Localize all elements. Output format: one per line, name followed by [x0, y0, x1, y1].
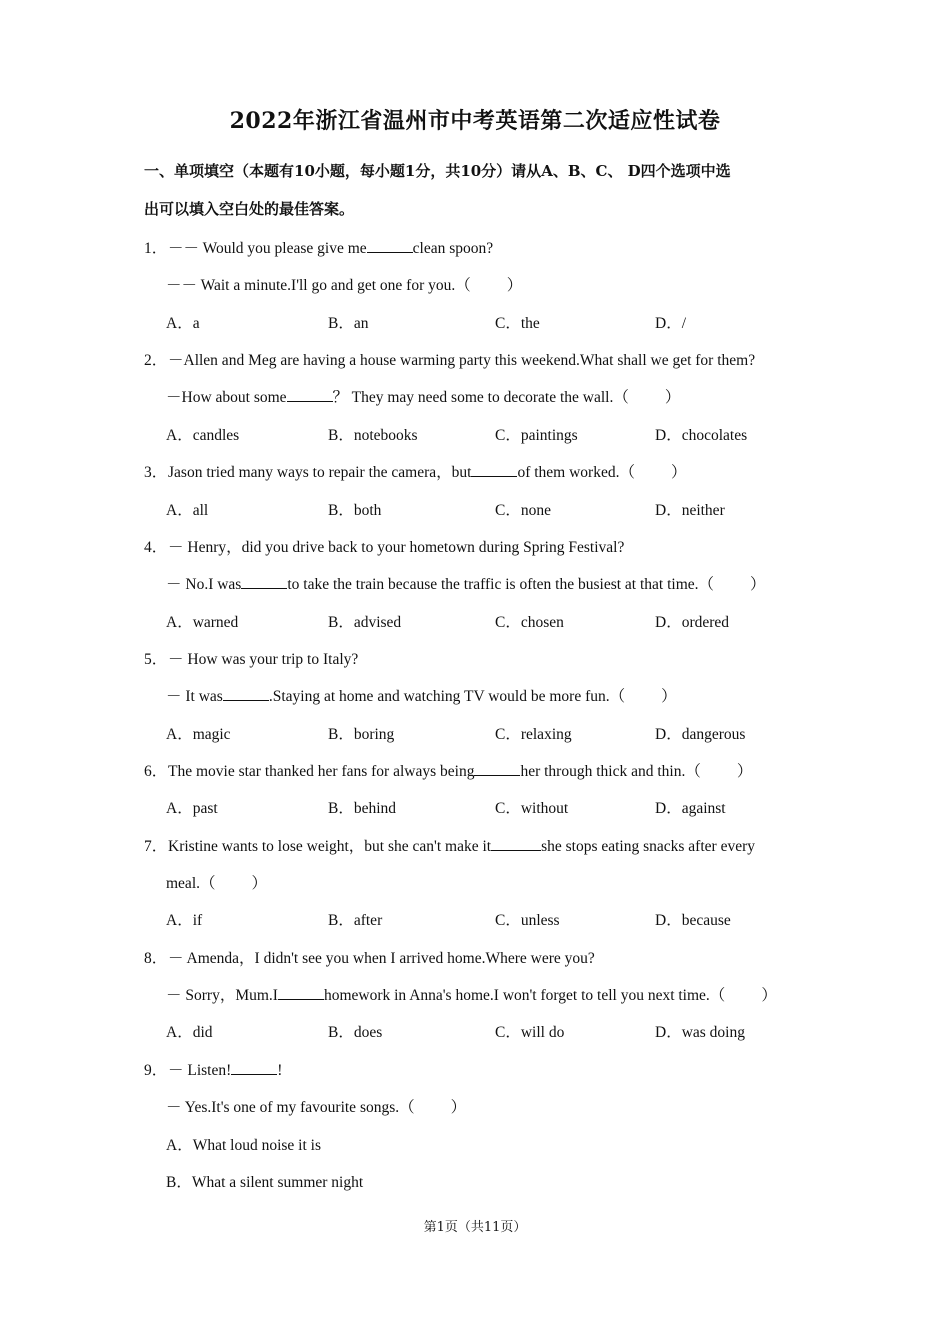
answer-option[interactable]: B．behind: [328, 800, 397, 817]
answer-option[interactable]: B．both: [328, 502, 382, 519]
answer-option[interactable]: B．after: [328, 912, 383, 929]
answer-option[interactable]: C．relaxing: [495, 726, 572, 743]
answer-blank[interactable]: [471, 463, 517, 477]
question-text: ）: [450, 1099, 467, 1116]
answer-option[interactable]: D．chocolates: [655, 427, 748, 444]
question-text: ）: [661, 688, 677, 705]
answer-option[interactable]: B．does: [328, 1024, 383, 1041]
answer-option[interactable]: C．will do: [495, 1024, 565, 1041]
question-text: － Listen!: [168, 1062, 232, 1079]
page-footer: 第1页（共11页）: [423, 1220, 527, 1235]
question-line: [144, 946, 595, 968]
question-line: [144, 1058, 282, 1080]
question-number: 5．: [144, 651, 168, 668]
answer-option[interactable]: A．a: [166, 315, 200, 332]
question-line: [166, 871, 267, 893]
answer-option[interactable]: A．warned: [166, 614, 239, 631]
answer-option[interactable]: A．candles: [166, 427, 240, 444]
question-number: 1．: [144, 240, 168, 257]
question-line: [166, 1095, 466, 1117]
question-line: [166, 983, 777, 1005]
question-number: 2．: [144, 352, 168, 369]
answer-option[interactable]: A．did: [166, 1024, 213, 1041]
question-line: [166, 273, 522, 295]
answer-option[interactable]: A．What loud noise it is: [166, 1137, 321, 1154]
question-text: ）: [506, 277, 523, 294]
question-line: [166, 385, 680, 407]
answer-option[interactable]: D．because: [655, 912, 731, 929]
question-text: －Allen and Meg are having a house warming party this weekend.What shall we get for them?: [168, 352, 756, 369]
question-text: meal.（: [166, 875, 216, 892]
question-text: homework in Anna's home.I won't forget to tell you next time.（: [323, 987, 726, 1004]
answer-blank[interactable]: [474, 762, 520, 776]
question-text: to take the train because the traffic is often the busiest at that time.（: [287, 576, 715, 593]
question-line: [144, 236, 493, 258]
question-text: ）: [664, 389, 681, 406]
question-text: ）: [670, 464, 687, 481]
answer-blank[interactable]: [367, 239, 413, 253]
answer-option[interactable]: D．/: [655, 315, 687, 332]
answer-option[interactable]: C．chosen: [495, 614, 564, 631]
question-text: － It was: [166, 688, 223, 705]
question-text: －How about some: [166, 389, 287, 406]
question-number: 7．: [144, 838, 168, 855]
answer-option[interactable]: B．advised: [328, 614, 402, 631]
answer-option[interactable]: C．without: [495, 800, 569, 817]
answer-option[interactable]: D．neither: [655, 502, 725, 519]
answer-option[interactable]: D．ordered: [655, 614, 730, 631]
question-number: 4．: [144, 539, 168, 556]
answer-option[interactable]: C．none: [495, 502, 551, 519]
question-text: of them worked.（: [517, 464, 635, 481]
answer-option[interactable]: D．was doing: [655, 1024, 745, 1041]
question-line: [144, 460, 686, 482]
question-number: 3．: [144, 464, 168, 481]
answer-option[interactable]: A．all: [166, 502, 209, 519]
answer-option[interactable]: A．past: [166, 800, 218, 817]
question-text: － Sorry，Mum.I: [166, 987, 278, 1004]
answer-option[interactable]: B．notebooks: [328, 427, 418, 444]
question-text: － No.I was: [166, 576, 242, 593]
answer-option[interactable]: D．dangerous: [655, 726, 746, 743]
question-text: ）: [251, 875, 268, 892]
question-text: The movie star thanked her fans for always being: [168, 763, 475, 780]
answer-option[interactable]: B．What a silent summer night: [166, 1174, 364, 1191]
question-number: 8．: [144, 950, 168, 967]
section-instruction-line1: 一、单项填空（本题有10小题，每小题1分，共10分）请从A、B、C、 D四个选项中选: [144, 162, 731, 180]
question-number: 9．: [144, 1062, 168, 1079]
question-text: － How was your trip to Italy?: [168, 651, 359, 668]
question-text: her through thick and thin.（: [520, 763, 701, 780]
question-text: she stops eating snacks after every: [541, 838, 755, 855]
answer-option[interactable]: B．an: [328, 315, 369, 332]
question-line: [166, 572, 766, 594]
question-line: [166, 684, 677, 706]
question-line: [144, 535, 624, 557]
section-instruction-line2: 出可以填入空白处的最佳答案。: [144, 200, 355, 218]
answer-blank[interactable]: [231, 1061, 277, 1075]
question-text: ）: [761, 987, 777, 1004]
question-text: Jason tried many ways to repair the camera，but: [168, 464, 472, 481]
answer-blank[interactable]: [491, 837, 541, 851]
answer-option[interactable]: A．magic: [166, 726, 231, 743]
answer-blank[interactable]: [223, 687, 269, 701]
question-text: －－ Wait a minute.I'll go and get one for you.（: [166, 277, 471, 294]
question-text: － Amenda，I didn't see you when I arrived home.Where were you?: [168, 950, 595, 967]
question-text: !: [277, 1062, 283, 1079]
question-text: ）: [750, 576, 766, 593]
question-text: － Yes.It's one of my favourite songs.（: [166, 1099, 415, 1116]
question-text: －－ Would you please give me: [168, 240, 367, 257]
question-text: ）: [736, 763, 753, 780]
question-line: [144, 647, 358, 669]
question-line: [144, 834, 755, 856]
answer-option[interactable]: C．paintings: [495, 427, 578, 444]
question-text: .Staying at home and watching TV would be more fun.（: [268, 688, 626, 705]
question-text: ？ They may need some to decorate the wall.（: [332, 389, 629, 406]
answer-option[interactable]: C．unless: [495, 912, 560, 929]
answer-option[interactable]: A．if: [166, 912, 203, 929]
question-text: Kristine wants to lose weight，but she can't make it: [168, 838, 492, 855]
answer-blank[interactable]: [287, 388, 333, 402]
question-number: 6．: [144, 763, 168, 780]
answer-option[interactable]: B．boring: [328, 726, 395, 743]
question-text: － Henry，did you drive back to your hometown during Spring Festival?: [168, 539, 625, 556]
answer-option[interactable]: C．the: [495, 315, 540, 332]
answer-option[interactable]: D．against: [655, 800, 726, 817]
answer-blank[interactable]: [241, 575, 287, 589]
question-line: [144, 348, 755, 370]
question-line: [144, 759, 752, 781]
answer-blank[interactable]: [278, 986, 324, 1000]
question-text: clean spoon?: [412, 240, 494, 257]
page-title: 2022年浙江省温州市中考英语第二次适应性试卷: [229, 108, 721, 134]
